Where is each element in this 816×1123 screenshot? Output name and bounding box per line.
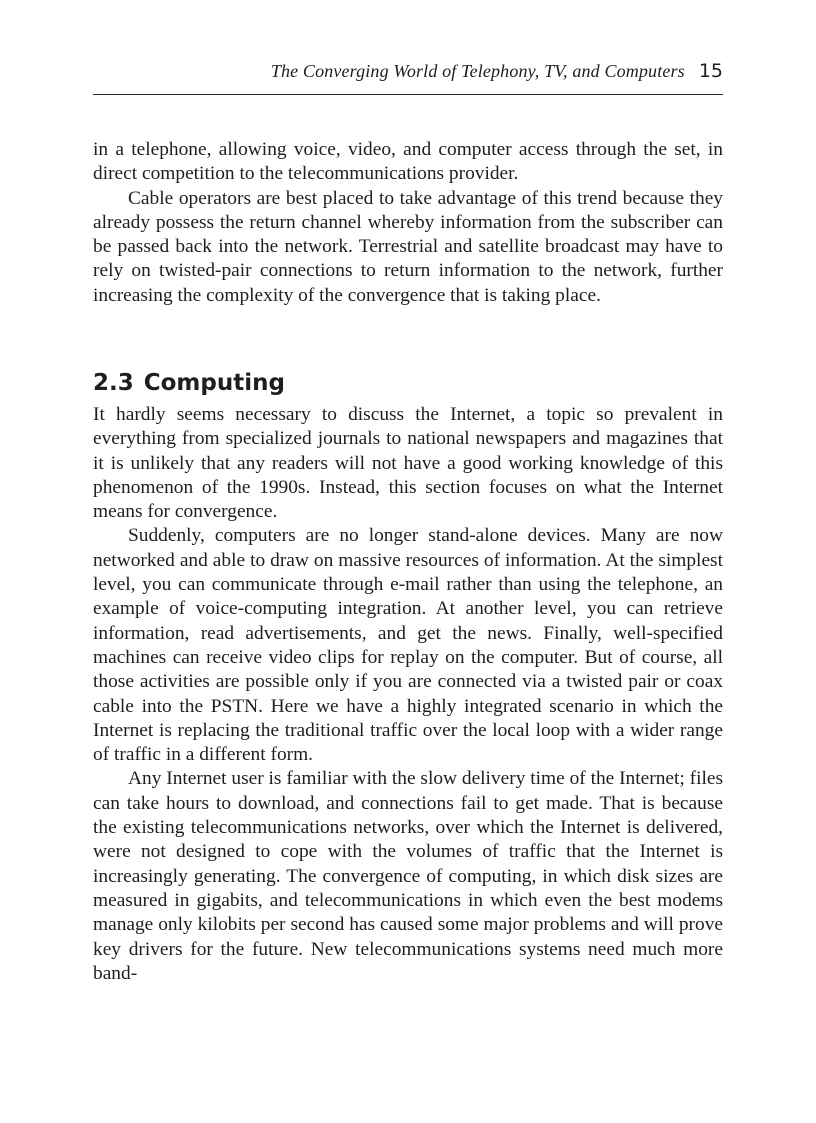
running-head bbox=[93, 60, 723, 86]
body-text-top bbox=[93, 138, 723, 308]
paragraph: in a telephone, allowing voice, video, and computer access through the set, in direct competition to the telecommunications provider. bbox=[93, 139, 723, 185]
section-title: Computing bbox=[143, 370, 285, 396]
page-number: 15 bbox=[698, 60, 723, 82]
section-heading bbox=[93, 368, 285, 398]
running-title: The Converging World of Telephony, TV, and Computers bbox=[270, 61, 685, 81]
paragraph: Cable operators are best placed to take advantage of this trend because they already possess the return channel whereby information from the subscriber can be passed back into the network. Terrestrial and satellite broadcast may have to rely on twisted-pair connections to return information to the network, further increasing the complexity of the convergence that is taking place. bbox=[93, 187, 723, 306]
paragraph: It hardly seems necessary to discuss the Internet, a topic so prevalent in everything from specialized journals to national newspapers and magazines that it is unlikely that any readers will not have a good working knowledge of this phenomenon of the 1990s. Instead, this section focuses on what the Internet means for convergence. bbox=[93, 404, 723, 523]
header-rule bbox=[93, 94, 723, 95]
section-number: 2.3 bbox=[93, 370, 134, 396]
paragraph: Suddenly, computers are no longer stand-alone devices. Many are now networked and able to draw on massive resources of information. At the simplest level, you can communicate through e-mail rather than using the telephone, an example of voice-computing integration. At another level, you can retrieve information, read advertisements, and get the news. Finally, well-specified machines can receive video clips for replay on the computer. But of course, all those activities are possible only if you are connected via a twisted pair or coax cable into the PSTN. Here we have a highly integrated scenario in which the Internet is replacing the traditional traffic over the local loop with a wider range of traffic in a different form. bbox=[93, 525, 723, 766]
paragraph: Any Internet user is familiar with the slow delivery time of the Internet; files can take hours to download, and connections fail to get made. That is because the existing telecommunications networks, over which the Internet is delivered, were not designed to cope with the volumes of traffic that the Internet is increasingly generating. The convergence of computing, in which disk sizes are measured in gigabits, and telecommunications in which even the best modems manage only kilobits per second has caused some major problems and will prove key drivers for the future. New telecommunications systems need much more band- bbox=[93, 768, 724, 984]
body-text-main bbox=[93, 403, 723, 986]
